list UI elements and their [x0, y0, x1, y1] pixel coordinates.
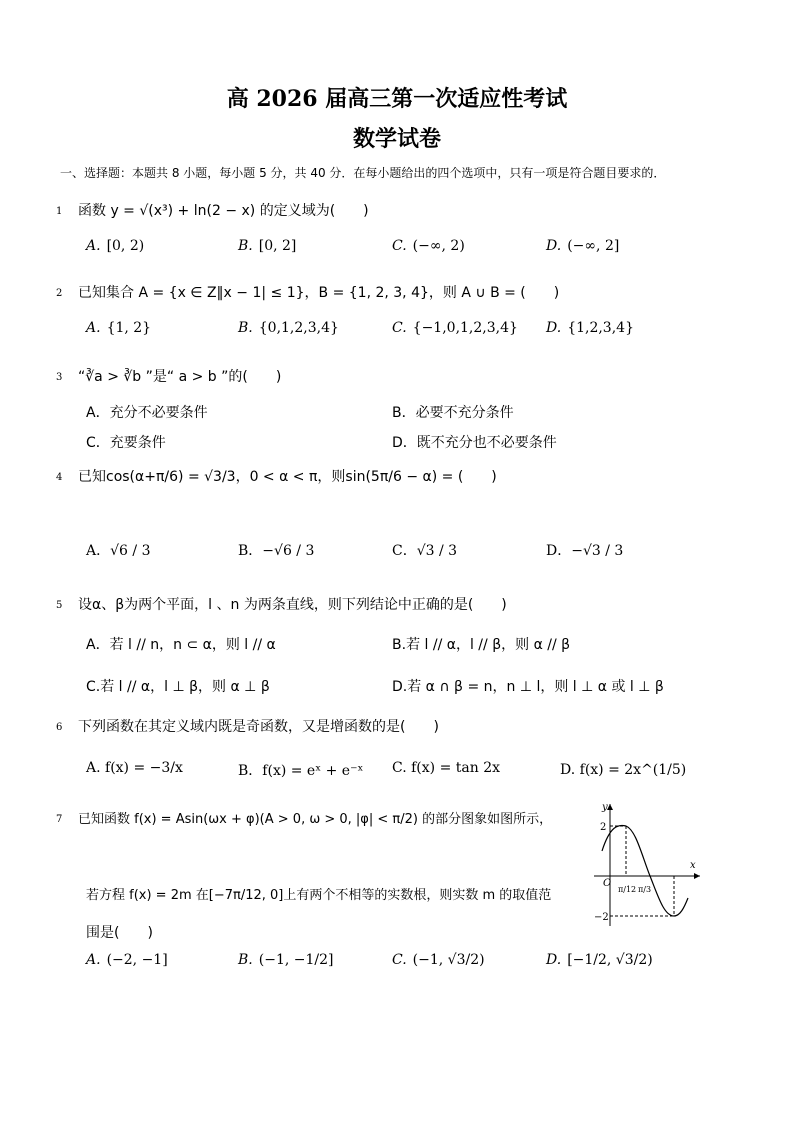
option-d: D. {1,2,3,4}: [546, 320, 634, 336]
x-tick-label-2: π/3: [638, 885, 652, 894]
option-a: A. f(x) = −3/x: [86, 760, 183, 776]
option-a: A. {1, 2}: [86, 320, 152, 336]
option-c: C．√3 / 3: [392, 543, 458, 559]
y-axis-arrow-icon: [607, 804, 613, 810]
question-stem: 已知集合 A = {x ∈ Z‖x − 1| ≤ 1}，B = {1, 2, 3, 4}，则 A ∪ B = ( ): [78, 285, 560, 301]
question-stem: 下列函数在其定义域内既是奇函数，又是增函数的是( ): [78, 719, 439, 735]
question-stem-line3: 围是( ): [86, 925, 153, 941]
question-stem: 设α、β为两个平面，l 、n 为两条直线，则下列结论中正确的是( ): [78, 597, 507, 613]
option-c: C. (−1, √3/2): [392, 952, 485, 968]
option-c: C. (−∞, 2): [392, 238, 465, 254]
option-d: D.若 α ∩ β = n，n ⊥ l，则 l ⊥ α 或 l ⊥ β: [392, 679, 664, 695]
y-max-label: 2: [600, 822, 607, 833]
page-subtitle: 数学试卷: [352, 126, 441, 152]
question-number: 7: [56, 814, 63, 825]
option-b: B．f(x) = eˣ + e⁻ˣ: [238, 763, 364, 779]
option-d: D. [−1/2, √3/2): [546, 952, 653, 968]
question-number: 5: [56, 600, 63, 611]
option-b: B. {0,1,2,3,4}: [238, 320, 339, 336]
option-b: B.若 l // α，l // β，则 α // β: [392, 637, 571, 653]
origin-label: O: [603, 878, 612, 889]
option-a: A．√6 / 3: [86, 543, 151, 559]
option-c: C. {−1,0,1,2,3,4}: [392, 320, 518, 336]
function-graph: [588, 796, 706, 932]
question-stem: “∛a > ∛b ”是“ a > b ”的( ): [78, 369, 282, 385]
option-a: A. [0, 2): [86, 238, 145, 254]
x-axis-label: x: [690, 860, 696, 871]
question-stem: 函数 y = √(x³) + ln(2 − x) 的定义域为( ): [78, 203, 369, 219]
option-a: A．若 l // n，n ⊂ α，则 l // α: [86, 637, 276, 653]
option-b: B. [0, 2]: [238, 238, 297, 254]
option-b: B. (−1, −1/2]: [238, 952, 334, 968]
question-number: 4: [56, 472, 63, 483]
option-d: D. f(x) = 2x^(1/5): [560, 762, 687, 778]
question-number: 6: [56, 722, 63, 733]
page-title: 高 2026 届高三第一次适应性考试: [226, 86, 568, 112]
x-axis-arrow-icon: [694, 873, 700, 879]
option-c: C．充要条件: [86, 435, 166, 451]
y-min-label: −2: [594, 912, 609, 923]
question-number: 1: [56, 206, 63, 217]
y-axis-label: y: [602, 802, 608, 813]
option-a: A. (−2, −1]: [86, 952, 168, 968]
question-number: 3: [56, 372, 63, 383]
option-a: A．充分不必要条件: [86, 405, 208, 421]
option-d: D．既不充分也不必要条件: [392, 435, 557, 451]
sine-curve: [602, 825, 688, 916]
option-d: D. (−∞, 2]: [546, 238, 620, 254]
question-stem-line2: 若方程 f(x) = 2m 在[−7π/12, 0]上有两个不相等的实数根，则实数 m 的取值范: [86, 888, 552, 903]
option-d: D．−√3 / 3: [546, 543, 624, 559]
question-number: 2: [56, 288, 63, 299]
option-b: B．−√6 / 3: [238, 543, 315, 559]
option-c: C.若 l // α，l ⊥ β，则 α ⊥ β: [86, 679, 270, 695]
section-heading: 一、选择题：本题共 8 小题，每小题 5 分，共 40 分．在每小题给出的四个选项中，只有一项是符合题目要求的．: [60, 166, 666, 180]
option-c: C. f(x) = tan 2x: [392, 760, 500, 776]
question-stem: 已知函数 f(x) = Asin(ωx + φ)(A > 0, ω > 0, |φ| < π/2) 的部分图象如图所示，: [78, 812, 553, 827]
question-stem: 已知cos(α+π/6) = √3/3，0 < α < π，则sin(5π/6 − α) = ( ): [78, 469, 497, 485]
option-b: B．必要不充分条件: [392, 405, 514, 421]
x-tick-label-1: π/12: [618, 885, 637, 894]
